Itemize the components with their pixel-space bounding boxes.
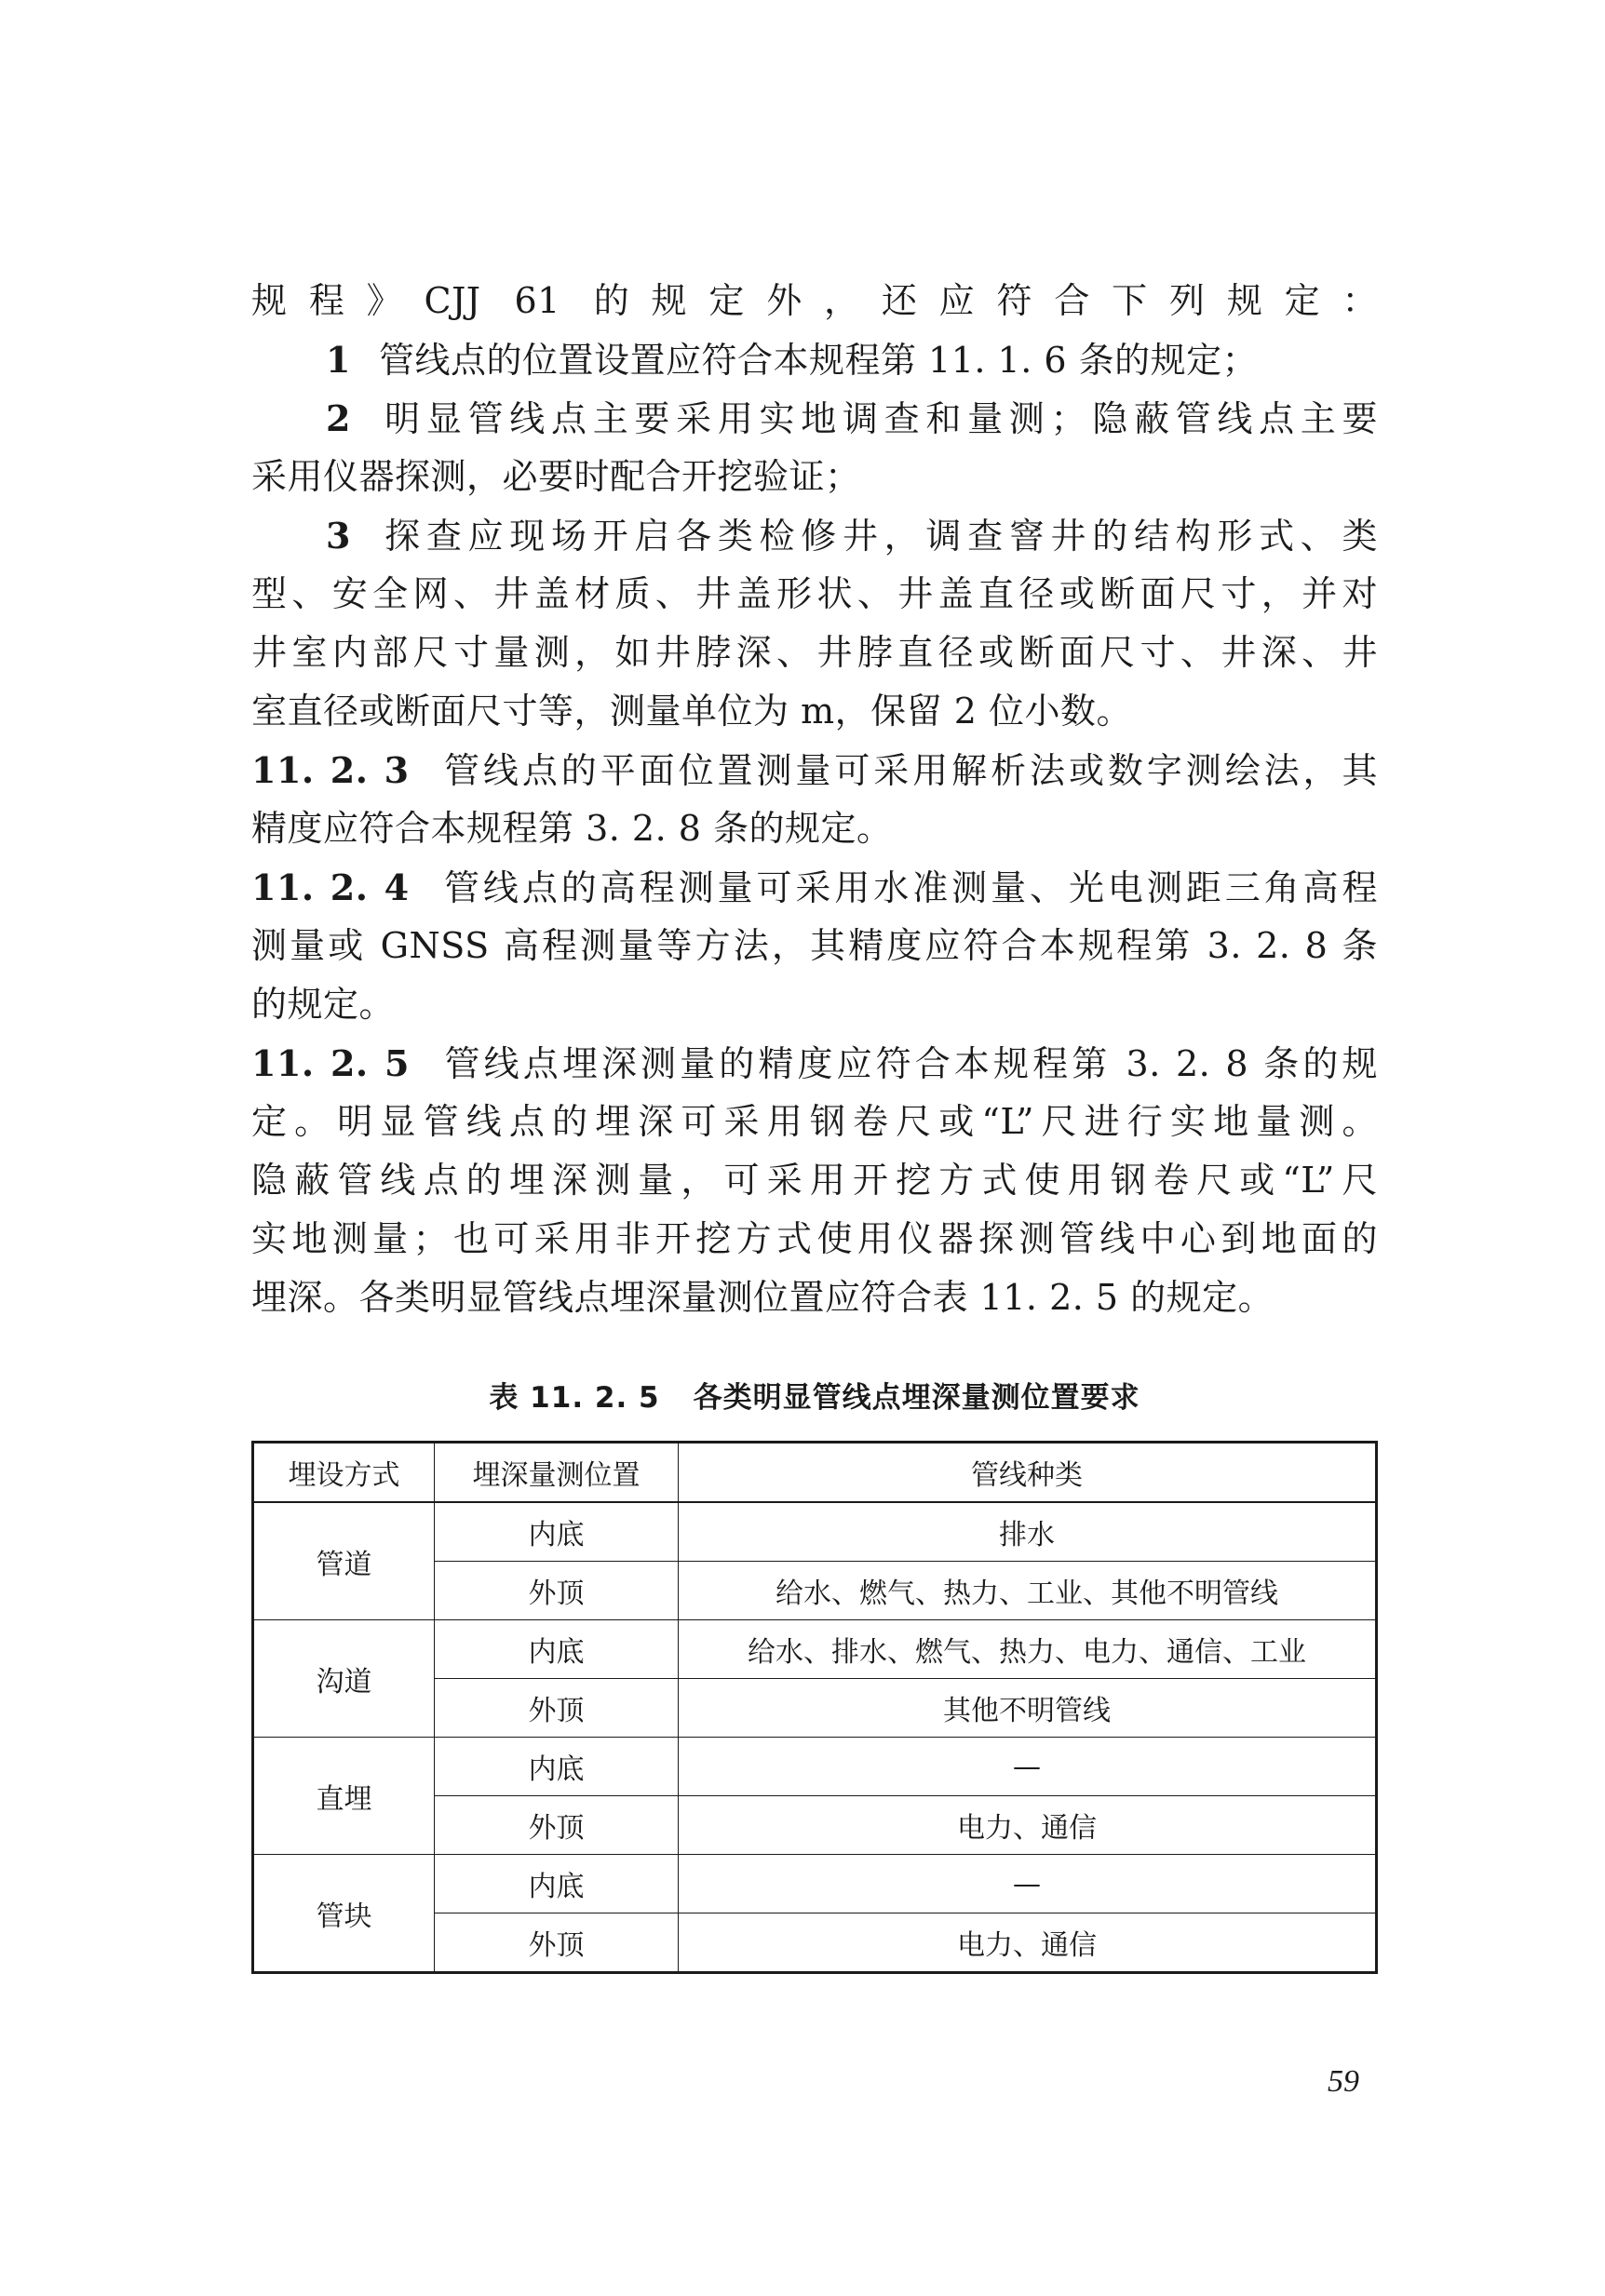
table-caption	[251, 1377, 1378, 1418]
text-line: 的规定。	[251, 984, 396, 1025]
list-item-number: 2	[326, 397, 351, 439]
position-cell: 内底	[435, 1620, 679, 1679]
table-header-cell: 埋设方式	[253, 1443, 435, 1503]
position-cell: 外顶	[435, 1796, 679, 1855]
text-line: 规程》CJJ 61 的规定外，还应符合下列规定：	[251, 280, 1378, 321]
list-item-number: 3	[326, 515, 351, 557]
method-cell: 直埋	[253, 1738, 435, 1855]
types-cell: 给水、排水、燃气、热力、电力、通信、工业	[679, 1620, 1377, 1679]
clause-text: 管线点的平面位置测量可采用解析法或数字测绘法，其	[440, 750, 1378, 791]
types-cell: 排水	[679, 1502, 1377, 1562]
types-cell: —	[679, 1855, 1377, 1913]
list-item-text: 明显管线点主要采用实地调查和量测；隐蔽管线点主要	[378, 398, 1378, 439]
table-header-row	[253, 1443, 1377, 1503]
list-item-3	[251, 506, 1378, 565]
list-item-1	[251, 330, 1378, 389]
position-cell: 外顶	[435, 1679, 679, 1738]
clause-11-2-5	[251, 1034, 1378, 1093]
text-line: 室直径或断面尺寸等，测量单位为 m，保留 2 位小数。	[251, 691, 1132, 732]
text-line: 埋深。各类明显管线点埋深量测位置应符合表 11. 2. 5 的规定。	[251, 1277, 1275, 1318]
position-cell: 内底	[435, 1502, 679, 1562]
text-line: 采用仪器探测，必要时配合开挖验证；	[251, 456, 861, 497]
clause-number: 11. 2. 4	[251, 866, 410, 908]
clause-11-2-3	[251, 741, 1378, 799]
text-line: 定。明显管线点的埋深可采用钢卷尺或“L”尺进行实地量测。	[251, 1101, 1378, 1142]
position-cell: 外顶	[435, 1913, 679, 1973]
clause-text: 管线点的高程测量可采用水准测量、光电测距三角高程	[440, 867, 1378, 908]
list-item-text: 管线点的位置设置应符合本规程第 11. 1. 6 条的规定；	[378, 340, 1259, 381]
method-cell: 管道	[253, 1502, 435, 1620]
types-cell: 电力、通信	[679, 1913, 1377, 1973]
text-line: 测量或 GNSS 高程测量等方法，其精度应符合本规程第 3. 2. 8 条	[251, 925, 1378, 966]
position-cell: 内底	[435, 1738, 679, 1796]
text-line: 型、安全网、井盖材质、井盖形状、井盖直径或断面尺寸，并对	[251, 573, 1378, 614]
types-cell: 其他不明管线	[679, 1679, 1377, 1738]
method-cell: 管块	[253, 1855, 435, 1973]
table-caption-number: 表 11. 2. 5	[489, 1381, 660, 1415]
types-cell: 电力、通信	[679, 1796, 1377, 1855]
table-row	[253, 1738, 1377, 1796]
page-number: 59	[1328, 2064, 1359, 2099]
text-line: 精度应符合本规程第 3. 2. 8 条的规定。	[251, 808, 893, 849]
table-header-cell: 管线种类	[679, 1443, 1377, 1503]
table-row	[253, 1620, 1377, 1679]
clause-number: 11. 2. 5	[251, 1042, 410, 1084]
table-row	[253, 1855, 1377, 1913]
text-line: 隐蔽管线点的埋深测量，可采用开挖方式使用钢卷尺或“L”尺	[251, 1160, 1378, 1201]
types-cell: —	[679, 1738, 1377, 1796]
position-cell: 内底	[435, 1855, 679, 1913]
text-line: 实地测量；也可采用非开挖方式使用仪器探测管线中心到地面的	[251, 1218, 1378, 1259]
table-row	[253, 1502, 1377, 1562]
clause-text: 管线点埋深测量的精度应符合本规程第 3. 2. 8 条的规	[440, 1043, 1378, 1084]
position-cell: 外顶	[435, 1562, 679, 1620]
text-line: 井室内部尺寸量测，如井脖深、井脖直径或断面尺寸、井深、井	[251, 632, 1378, 673]
list-item-number: 1	[326, 339, 351, 381]
body-text	[251, 272, 1378, 1327]
types-cell: 给水、燃气、热力、工业、其他不明管线	[679, 1562, 1377, 1620]
table-header-cell: 埋深量测位置	[435, 1443, 679, 1503]
clause-11-2-4	[251, 858, 1378, 917]
clause-number: 11. 2. 3	[251, 749, 410, 791]
table-caption-title: 各类明显管线点埋深量测位置要求	[693, 1381, 1140, 1415]
method-cell: 沟道	[253, 1620, 435, 1738]
depth-measurement-table	[251, 1441, 1378, 1974]
list-item-2	[251, 389, 1378, 448]
list-item-text: 探查应现场开启各类检修井，调查窨井的结构形式、类	[378, 516, 1378, 557]
